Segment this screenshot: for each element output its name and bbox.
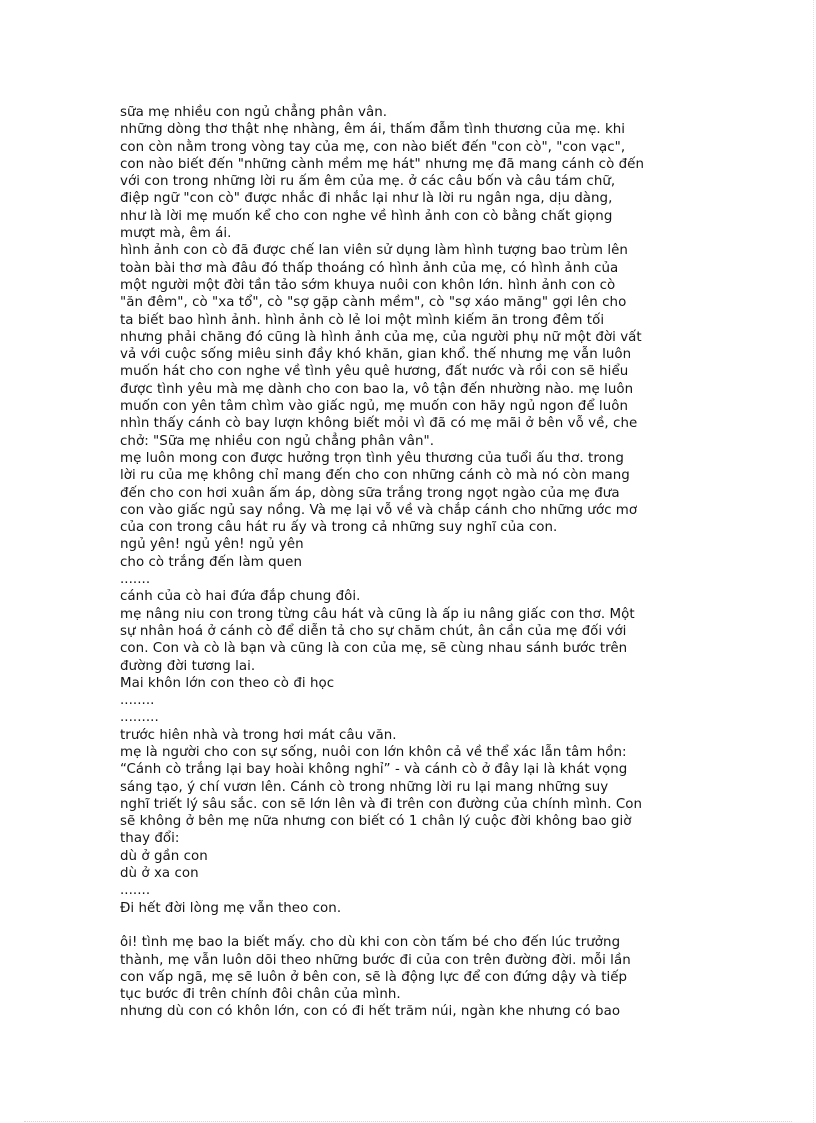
poem-line: Đi hết đời lòng mẹ vẫn theo con.	[120, 900, 342, 916]
text-line: con. Con và cò là bạn và cũng là con của mẹ, sẽ cùng nhau sánh bước trên	[120, 641, 628, 657]
poem-line: ngủ yên! ngủ yên! ngủ yên	[120, 537, 304, 553]
poem-line: dù ở xa con	[120, 866, 199, 882]
page-right-divider	[813, 0, 814, 1123]
text-line: điệp ngữ "con cò" được nhắc đi nhắc lại như là lời ru ngân nga, dịu dàng,	[120, 191, 613, 207]
text-line: toàn bài thơ mà đâu đó thấp thoáng có hình ảnh của mẹ, có hình ảnh của	[120, 260, 619, 276]
ellipsis-line: .......	[120, 883, 151, 899]
text-line: muốn con yên tâm chìm vào giấc ngủ, mẹ muốn con hãy ngủ ngon để luôn	[120, 399, 629, 415]
text-line: thành, mẹ vẫn luôn dõi theo những bước đi của con trên đường đời. mỗi lần	[120, 952, 631, 968]
text-line: ôi! tình mẹ bao la biết mấy. cho dù khi con còn tấm bé cho đến lúc trưởng	[120, 935, 621, 951]
text-line: những dòng thơ thật nhẹ nhàng, êm ái, thấm đẫm tình thương của mẹ. khi	[120, 122, 626, 138]
text-line: mượt mà, êm ái.	[120, 226, 232, 242]
text-line: vả với cuộc sống miêu sinh đầy khó khăn, gian khổ. thế nhưng mẹ vẫn luôn	[120, 347, 632, 363]
text-line: con nào biết đến "những cành mềm mẹ hát" nhưng mẹ đã mang cánh cò đến	[120, 156, 645, 172]
text-line: thay đổi:	[120, 831, 180, 847]
text-line: sẽ không ở bên mẹ nữa nhưng con biết có 1 chân lý cuộc đời không bao giờ	[120, 814, 632, 830]
poem-line: cánh của cò hai đứa đắp chung đôi.	[120, 589, 361, 605]
text-line: đến cho con hơi xuân ấm áp, dòng sữa trắng trong ngọt ngào của mẹ đưa	[120, 485, 620, 501]
text-line: đường đời tương lai.	[120, 658, 256, 674]
text-line: sự nhân hoá ở cánh cò để diễn tả cho sự chăm chút, ân cần của mẹ đối với	[120, 623, 627, 639]
text-line: nghĩ triết lý sâu sắc. con sẽ lớn lên và đi trên con đường của chính mình. Con	[120, 796, 643, 812]
text-line: lời ru của mẹ không chỉ mang đến cho con những cánh cò mà nó còn mang	[120, 468, 630, 484]
text-line: mẹ là người cho con sự sống, nuôi con lớn khôn cả về thể xác lẫn tâm hồn:	[120, 744, 627, 760]
text-line: sáng tạo, ý chí vươn lên. Cánh cò trong những lời ru lại mang những suy	[120, 779, 609, 795]
text-line: tục bước đi trên chính đôi chân của mình.	[120, 987, 401, 1003]
text-line: như là lời mẹ muốn kể cho con nghe về hình ảnh con cò bằng chất giọng	[120, 208, 613, 224]
text-line: "ăn đêm", cò "xa tổ", cò "sợ gặp cành mềm", cò "sợ xáo măng" gợi lên cho	[120, 295, 627, 311]
text-line: muốn hát cho con nghe về tình yêu quê hương, đất nước và rồi con sẽ hiểu	[120, 364, 629, 380]
text-line: của con trong câu hát ru ấy và trong cả những suy nghĩ của con.	[120, 520, 558, 536]
text-line: một người một đời tần tảo sớm khuya nuôi con khôn lớn. hình ảnh con cò	[120, 277, 616, 293]
text-line: “Cánh cò trắng lại bay hoài không nghỉ” - và cánh cò ở đây lại là khát vọng	[120, 762, 628, 778]
text-line: được tình yêu mà mẹ dành cho con bao la, vô tận đến nhường nào. mẹ luôn	[120, 381, 634, 397]
poem-line: dù ở gần con	[120, 848, 208, 864]
paragraph-gap	[120, 917, 710, 934]
text-line: mẹ luôn mong con được hưởng trọn tình yêu thương của tuổi ấu thơ. trong	[120, 450, 624, 466]
document-body	[120, 104, 710, 1021]
text-line: con còn nằm trong vòng tay của mẹ, con nào biết đến "con cò", "con vạc",	[120, 139, 626, 155]
text-line: chở: "Sữa mẹ nhiều con ngủ chẳng phân vân".	[120, 433, 435, 449]
ellipsis-line: .......	[120, 572, 151, 588]
poem-line: Mai khôn lớn con theo cò đi học	[120, 675, 335, 691]
page-bottom-divider	[24, 1121, 792, 1122]
text-line: với con trong những lời ru ấm êm của mẹ. ở các câu bốn và câu tám chữ,	[120, 174, 616, 190]
text-line: nhưng phải chăng đó cũng là hình ảnh của mẹ, của người phụ nữ một đời vất	[120, 329, 642, 345]
text-line: sữa mẹ nhiều con ngủ chẳng phân vân.	[120, 105, 388, 120]
text-line: mẹ nâng niu con trong từng câu hát và cũng là ấp iu nâng giấc con thơ. Một	[120, 606, 635, 622]
poem-line: cho cò trắng đến làm quen	[120, 554, 302, 570]
ellipsis-line: .........	[120, 710, 159, 726]
text-line: nhìn thấy cánh cò bay lượn không biết mỏi vì đã có mẹ mãi ở bên vỗ về, che	[120, 416, 638, 432]
poem-line: trước hiên nhà và trong hơi mát câu văn.	[120, 727, 397, 743]
ellipsis-line: ........	[120, 693, 155, 709]
text-line: ta biết bao hình ảnh. hình ảnh cò lẻ loi một mình kiếm ăn trong đêm tối	[120, 312, 605, 328]
text-line: con vào giấc ngủ say nồng. Và mẹ lại vỗ về và chắp cánh cho những ước mơ	[120, 502, 638, 518]
text-line: hình ảnh con cò đã được chế lan viên sử dụng làm hình tượng bao trùm lên	[120, 243, 628, 259]
text-line: nhưng dù con có khôn lớn, con có đi hết trăm núi, ngàn khe nhưng có bao	[120, 1004, 621, 1020]
text-line: con vấp ngã, mẹ sẽ luôn ở bên con, sẽ là động lực để con đứng dậy và tiếp	[120, 969, 628, 985]
